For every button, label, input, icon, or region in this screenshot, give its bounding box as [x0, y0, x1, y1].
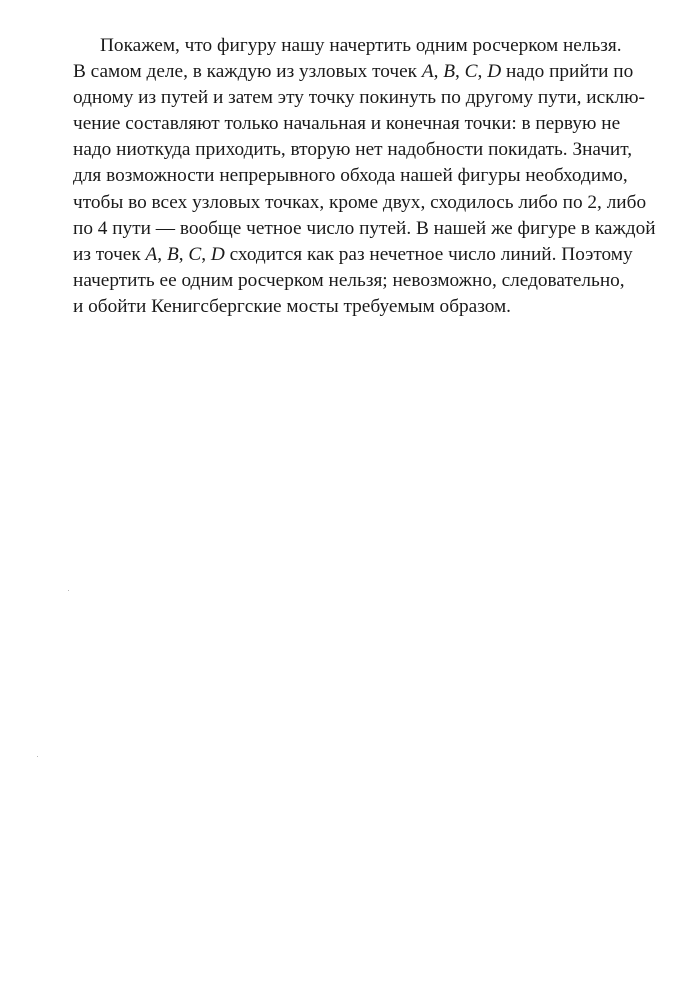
point-label: A — [421, 61, 434, 83]
point-label: D — [210, 243, 225, 265]
point-label: D — [487, 61, 502, 83]
text-line-6: для возможности непрерывного обхода нашей фигуры необходимо, — [73, 165, 628, 187]
text-line-3: одному из путей и затем эту точку покинуть по другому пути, исклю- — [73, 87, 645, 109]
text-line-11: и обойти Кенигсбергские мосты требуемым образом. — [73, 295, 512, 317]
body-paragraph — [73, 33, 656, 320]
scan-speck — [37, 756, 38, 757]
point-label: A — [145, 243, 158, 265]
text-line-2: В самом деле, в каждую из узловых точек A, B, C, D надо прийти по — [73, 61, 634, 83]
point-label: C — [464, 61, 478, 83]
text-line-9: из точек A, B, C, D сходится как раз нечетное число линий. Поэтому — [73, 243, 633, 265]
point-label: C — [188, 243, 202, 265]
text-line-8: по 4 пути — вообще четное число путей. В нашей же фигуре в каждой — [73, 217, 656, 239]
scan-speck — [68, 590, 69, 591]
text-line-1: Покажем, что фигуру нашу начертить одним росчерком нельзя. — [100, 35, 622, 56]
text-line-7: чтобы во всех узловых точках, кроме двух, сходилось либо по 2, либо — [73, 191, 647, 213]
point-label: B — [443, 61, 456, 83]
text-line-4: чение составляют только начальная и конечная точки: в первую не — [73, 113, 621, 135]
text-line-5: надо ниоткуда приходить, вторую нет надобности покидать. Значит, — [73, 139, 633, 161]
text-line-10: начертить ее одним росчерком нельзя; невозможно, следовательно, — [73, 269, 625, 291]
point-label: B — [166, 243, 179, 265]
